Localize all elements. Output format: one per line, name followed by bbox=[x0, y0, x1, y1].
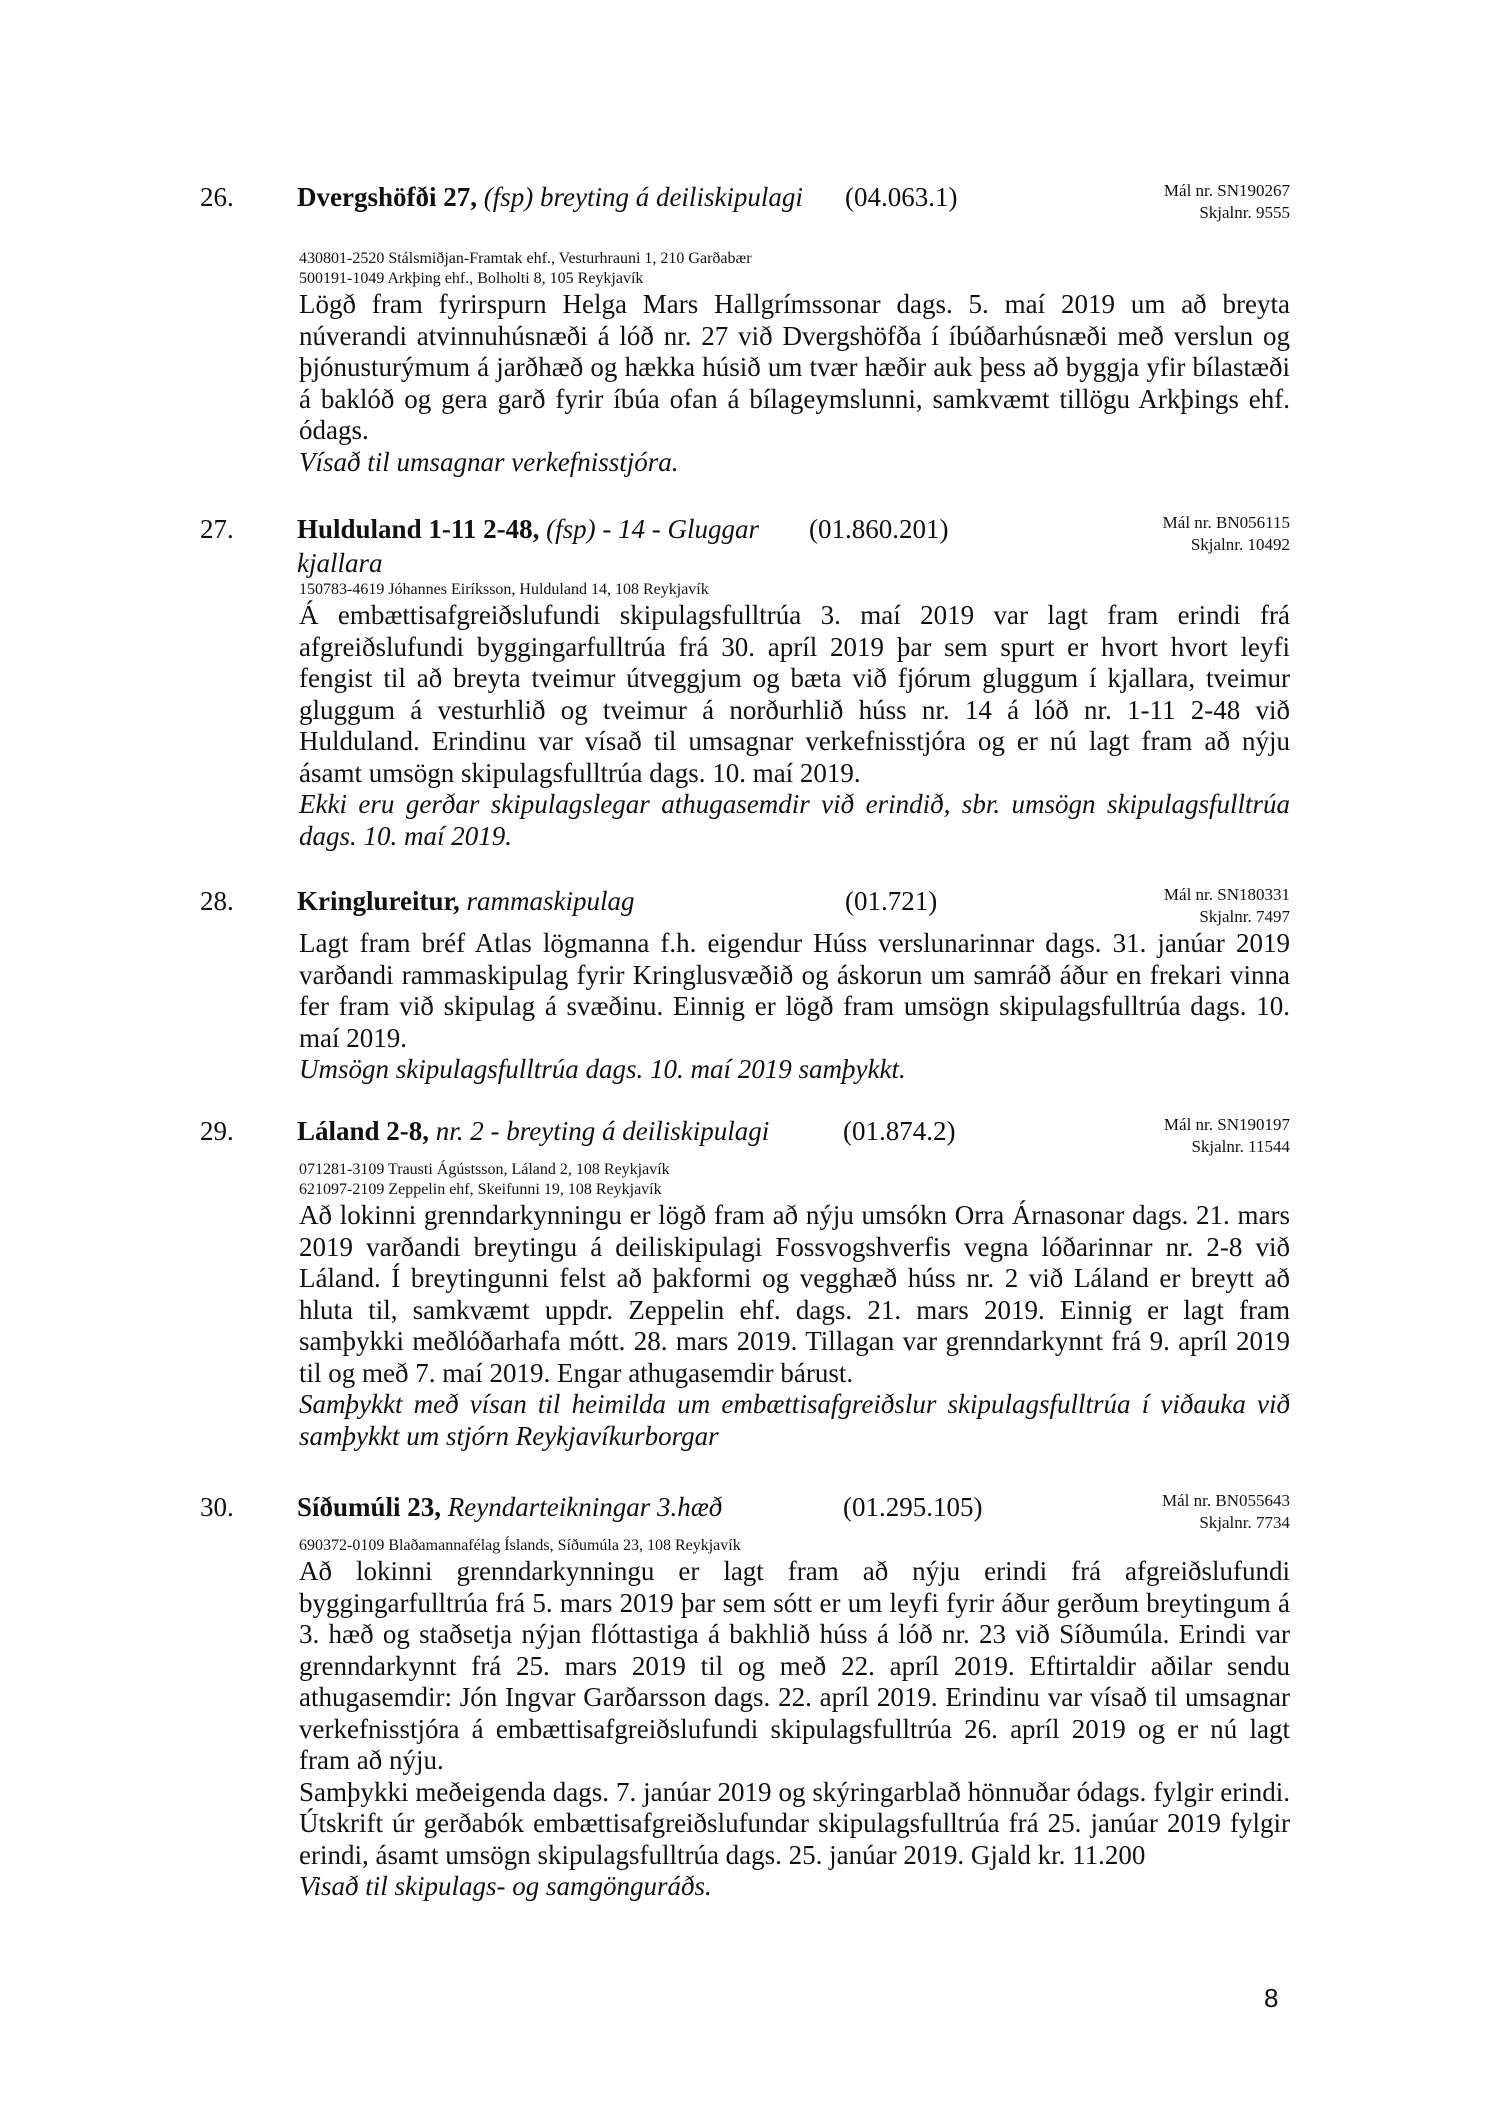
item-title: Dvergshöfði 27, bbox=[297, 182, 477, 212]
item-subtitle: nr. 2 - breyting á deiliskipulagi bbox=[435, 1116, 770, 1146]
document-number: Skjalnr. 10492 bbox=[1190, 535, 1290, 554]
party-line: 500191-1049 Arkþing ehf., Bolholti 8, 105 Reykjavík bbox=[299, 270, 644, 287]
case-info bbox=[1162, 1490, 1290, 1534]
item-number: 30. bbox=[200, 1492, 234, 1522]
item-paragraph: Lögð fram fyrirspurn Helga Mars Hallgrímssonar dags. 5. maí 2019 um að breyta núverandi atvinnuhúsnæði á lóð nr. 27 við Dvergshöfða í íbúðarhúsnæði með verslun og þjónusturýmum á jarðhæð og hækka húsið um tvær hæðir auk þess að byggja yfir bílastæði á baklóð og gera garð fyrir íbúa ofan á bílageymslunni, samkvæmt tillögu Arkþings ehf. ódags. bbox=[299, 289, 1290, 445]
item-paragraph: Lagt fram bréf Atlas lögmanna f.h. eigendur Húss verslunarinnar dags. 31. janúar 2019 varðandi rammaskipulag fyrir Kringlusvæðið og áskorun um samráð áður en frekari vinna fer fram við skipulag á svæðinu. Einnig er lögð fram umsögn skipulagsfulltrúa dags. 10. maí 2019. bbox=[299, 928, 1290, 1053]
item-body bbox=[299, 928, 1290, 1086]
item-paragraph: Á embættisafgreiðslufundi skipulagsfulltrúa 3. maí 2019 var lagt fram erindi frá afgreiðslufundi byggingarfulltrúa frá 30. apríl 2019 þar sem spurt er hvort hvort leyfi fengist til að breyta tveimur útveggjum og bæta við fjórum gluggum í kjallara, tveimur gluggum á vesturhlið og tveimur á norðurhlið húss nr. 14 á lóð nr. 1-11 2-48 við Hulduland. Erindinu var vísað til umsagnar verkefnisstjóra og er nú lagt fram að nýju ásamt umsögn skipulagsfulltrúa dags. 10. maí 2019. bbox=[299, 600, 1290, 788]
item-subtitle: Reyndarteikningar 3.hæð bbox=[447, 1492, 723, 1522]
item-number: 29. bbox=[200, 1116, 234, 1146]
item-reference: (01.721) bbox=[845, 886, 938, 916]
case-info bbox=[1164, 180, 1290, 224]
item-reference: (01.874.2) bbox=[843, 1116, 956, 1146]
item-heading bbox=[297, 884, 867, 918]
item-body bbox=[299, 1536, 1290, 1903]
case-info bbox=[1164, 884, 1290, 928]
item-title: Láland 2-8, bbox=[297, 1116, 430, 1146]
page-number: 8 bbox=[1264, 1983, 1279, 2013]
case-number: Mál nr. SN180331 bbox=[1163, 885, 1290, 904]
item-body bbox=[299, 580, 1290, 852]
case-info bbox=[1163, 512, 1290, 556]
item-heading bbox=[297, 1114, 857, 1148]
item-number: 26. bbox=[200, 182, 234, 212]
case-number: Mál nr. SN190267 bbox=[1163, 181, 1290, 200]
item-number: 28. bbox=[200, 886, 234, 916]
item-subtitle: (fsp) - 14 - Gluggar kjallara bbox=[297, 514, 760, 578]
item-number: 27. bbox=[200, 514, 234, 544]
item-reference: (04.063.1) bbox=[845, 182, 958, 212]
item-conclusion: Samþykkt með vísan til heimilda um embættisafgreiðslur skipulagsfulltrúa í viðauka við samþykkt um stjórn Reykjavíkurborgar bbox=[299, 1389, 1290, 1451]
case-info bbox=[1164, 1114, 1290, 1158]
case-number: Mál nr. BN055643 bbox=[1162, 1491, 1290, 1510]
item-conclusion: Ekki eru gerðar skipulagslegar athugasemdir við erindið, sbr. umsögn skipulagsfulltrúa dags. 10. maí 2019. bbox=[299, 789, 1290, 851]
party-line: 690372-0109 Blaðamannafélag Íslands, Síðumúla 23, 108 Reykjavík bbox=[299, 1537, 741, 1554]
item-title: Síðumúli 23, bbox=[297, 1492, 442, 1522]
item-reference: (01.860.201) bbox=[809, 514, 949, 544]
party-line: 621097-2109 Zeppelin ehf, Skeifunni 19, 108 Reykjavík bbox=[299, 1181, 662, 1198]
item-subtitle: (fsp) breyting á deiliskipulagi bbox=[483, 182, 803, 212]
item-title: Hulduland 1-11 2-48, bbox=[297, 514, 540, 544]
item-heading bbox=[297, 512, 817, 580]
document-number: Skjalnr. 11544 bbox=[1191, 1137, 1290, 1156]
case-number: Mál nr. SN190197 bbox=[1163, 1115, 1290, 1134]
item-conclusion: Umsögn skipulagsfulltrúa dags. 10. maí 2019 samþykkt. bbox=[299, 1054, 906, 1084]
item-paragraph: Að lokinni grenndarkynningu er lögð fram að nýju umsókn Orra Árnasonar dags. 21. mars 2019 varðandi breytingu á deiliskipulagi Fossvogshverfis vegna lóðarinnar nr. 2-8 við Láland. Í breytingunni felst að þakformi og vegghæð húss nr. 2 við Láland er breytt að hluta til, samkvæmt uppdr. Zeppelin ehf. dags. 21. mars 2019. Einnig er lagt fram samþykki meðlóðarhafa mótt. 28. mars 2019. Tillagan var grenndarkynnt frá 9. apríl 2019 til og með 7. maí 2019. Engar athugasemdir bárust. bbox=[299, 1200, 1290, 1388]
item-heading bbox=[297, 1490, 857, 1524]
document-number: Skjalnr. 9555 bbox=[1199, 203, 1290, 222]
party-line: 150783-4619 Jóhannes Eiríksson, Hulduland 14, 108 Reykjavík bbox=[299, 581, 709, 598]
item-conclusion: Visað til skipulags- og samgönguráðs. bbox=[299, 1871, 712, 1901]
item-heading bbox=[297, 180, 867, 214]
item-paragraph: Að lokinni grenndarkynningu er lagt fram að nýju erindi frá afgreiðslufundi byggingarfulltrúa frá 5. mars 2019 þar sem sótt er um leyfi fyrir áður gerðum breytingum á 3. hæð og staðsetja nýjan flóttastiga á bakhlið húss á lóð nr. 23 við Síðumúla. Erindi var grenndarkynnt frá 25. mars 2019 til og með 22. apríl 2019. Eftirtaldir aðilar sendu athugasemdir: Jón Ingvar Garðarsson dags. 22. apríl 2019. Erindinu var vísað til umsagnar verkefnisstjóra á embættisafgreiðslufundi skipulagsfulltrúa 26. apríl 2019 og er nú lagt fram að nýju. bbox=[299, 1556, 1290, 1775]
document-number: Skjalnr. 7497 bbox=[1199, 907, 1290, 926]
case-number: Mál nr. BN056115 bbox=[1162, 513, 1290, 532]
item-body bbox=[299, 249, 1290, 478]
item-subtitle: rammaskipulag bbox=[466, 886, 635, 916]
item-title: Kringlureitur, bbox=[297, 886, 460, 916]
item-paragraph: Samþykki meðeigenda dags. 7. janúar 2019 og skýringarblað hönnuðar ódags. fylgir erindi. Útskrift úr gerðabók embættisafgreiðslufundar skipulagsfulltrúa frá 25. janúar 2019 fylgir erindi, ásamt umsögn skipulagsfulltrúa dags. 25. janúar 2019. Gjald kr. 11.200 bbox=[299, 1776, 1290, 1870]
party-line: 071281-3109 Trausti Ágústsson, Láland 2, 108 Reykjavík bbox=[299, 1161, 670, 1178]
document-number: Skjalnr. 7734 bbox=[1199, 1513, 1290, 1532]
party-line: 430801-2520 Stálsmiðjan-Framtak ehf., Vesturhrauni 1, 210 Garðabær bbox=[299, 250, 752, 267]
item-body bbox=[299, 1160, 1290, 1452]
item-conclusion: Vísað til umsagnar verkefnisstjóra. bbox=[299, 446, 679, 477]
item-reference: (01.295.105) bbox=[843, 1492, 983, 1522]
